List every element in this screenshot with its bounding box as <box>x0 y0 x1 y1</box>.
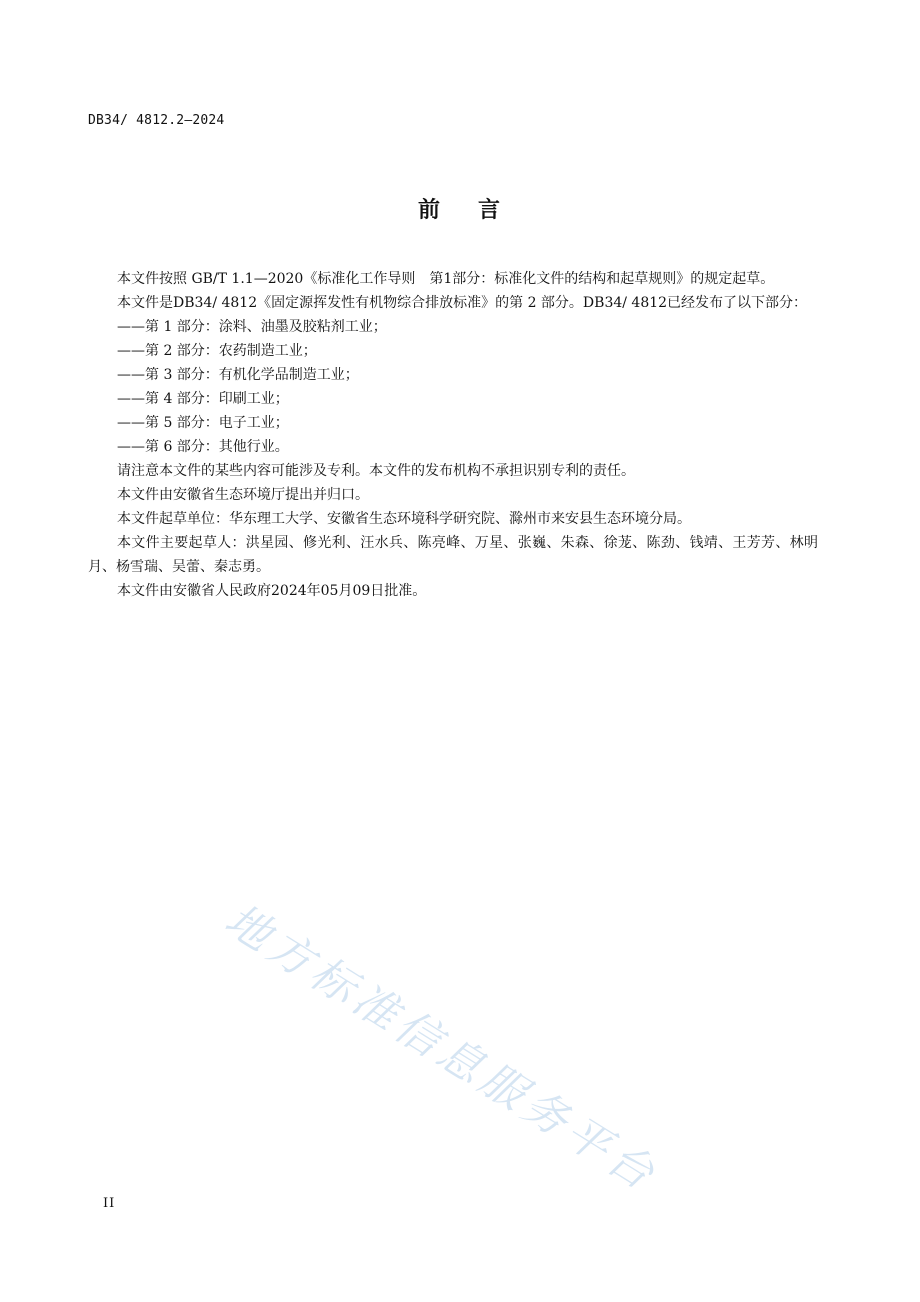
paragraph-drafting-rules: 本文件按照 GB/T 1.1—2020《标准化工作导则 第1部分：标准化文件的结构和起草规则》的规定起草。 <box>117 271 775 287</box>
paragraph-patent-notice: 请注意本文件的某些内容可能涉及专利。本文件的发布机构不承担识别专利的责任。 <box>117 463 635 479</box>
list-item-part-5: ——第 5 部分：电子工业； <box>117 415 289 431</box>
list-item-part-1: ——第 1 部分：涂料、油墨及胶粘剂工业； <box>117 319 387 335</box>
foreword-body <box>88 267 818 603</box>
watermark: 地方标准信息服务平台 <box>216 894 668 1203</box>
paragraph-drafting-units: 本文件起草单位：华东理工大学、安徽省生态环境科学研究院、滁州市来安县生态环境分局。 <box>117 511 691 527</box>
paragraph-drafters: 本文件主要起草人：洪星园、修光利、汪水兵、陈亮峰、万星、张巍、朱森、徐茏、陈劲、钱靖、王芳芳、林明月、杨雪瑞、吴蕾、秦志勇。 <box>88 535 818 575</box>
list-item-part-6: ——第 6 部分：其他行业。 <box>117 439 289 455</box>
page-title <box>0 193 920 224</box>
page-number: II <box>103 1196 116 1211</box>
list-item-part-4: ——第 4 部分：印刷工业； <box>117 391 289 407</box>
paragraph-standard-parts: 本文件是DB34/ 4812《固定源挥发性有机物综合排放标准》的第 2 部分。DB34/ 4812已经发布了以下部分： <box>117 295 808 311</box>
page-title-part-1: 前 <box>417 198 442 223</box>
list-item-part-3: ——第 3 部分：有机化学品制造工业； <box>117 367 359 383</box>
document-code: DB34/ 4812.2—2024 <box>88 113 225 128</box>
list-item-part-2: ——第 2 部分：农药制造工业； <box>117 343 317 359</box>
paragraph-proposer: 本文件由安徽省生态环境厅提出并归口。 <box>117 487 369 503</box>
page-title-part-2: 言 <box>478 198 503 223</box>
paragraph-approval: 本文件由安徽省人民政府2024年05月09日批准。 <box>117 583 427 599</box>
